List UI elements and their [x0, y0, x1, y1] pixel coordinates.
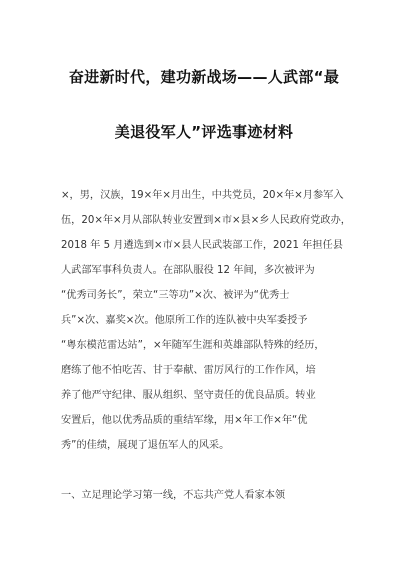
body-paragraph-line: “粤东模范雷达站”，×年随军生涯和英雄部队特殊的经历， — [61, 340, 325, 351]
body-paragraph-line: “优秀司务长”，荣立“三等功”×次、被评为“优秀士 — [61, 290, 290, 301]
section-heading: 一、立足理论学习第一线，不忘共产党人看家本领 — [61, 490, 286, 501]
body-paragraph-line: 伍，20×年×月从部队转业安置到×市×县×乡人民政府党政办， — [61, 215, 351, 226]
body-paragraph-line: 养了他严守纪律、服从组织、坚守责任的优良品质。转业 — [61, 390, 316, 401]
body-paragraph-line: 人武部军事科负责人。在部队服役 12 年间，多次被评为 — [61, 265, 315, 276]
document-title-line-2: 美退役军人”评选事迹材料 — [114, 123, 294, 141]
body-paragraph-line: 安置后，他以优秀品质的重结军缘，用×年工作×年“优 — [61, 415, 308, 426]
body-paragraph-line: 磨练了他不怕吃苦、甘于奉献、雷厉风行的工作作风，培 — [61, 365, 316, 376]
document-title-line-1: 奋进新时代，建功新战场——人武部“最 — [68, 68, 340, 86]
body-paragraph-line: 秀”的佳绩，展现了退伍军人的风采。 — [61, 440, 230, 451]
body-paragraph-line: ×，男，汉族，19×年×月出生，中共党员，20×年×月参军入 — [61, 190, 344, 201]
body-paragraph-line: 2018 年 5 月遴选到×市×县人民武装部工作，2021 年担任县 — [61, 240, 343, 251]
body-paragraph-line: 兵”×次、嘉奖×次。他原所工作的连队被中央军委授予 — [61, 315, 308, 326]
